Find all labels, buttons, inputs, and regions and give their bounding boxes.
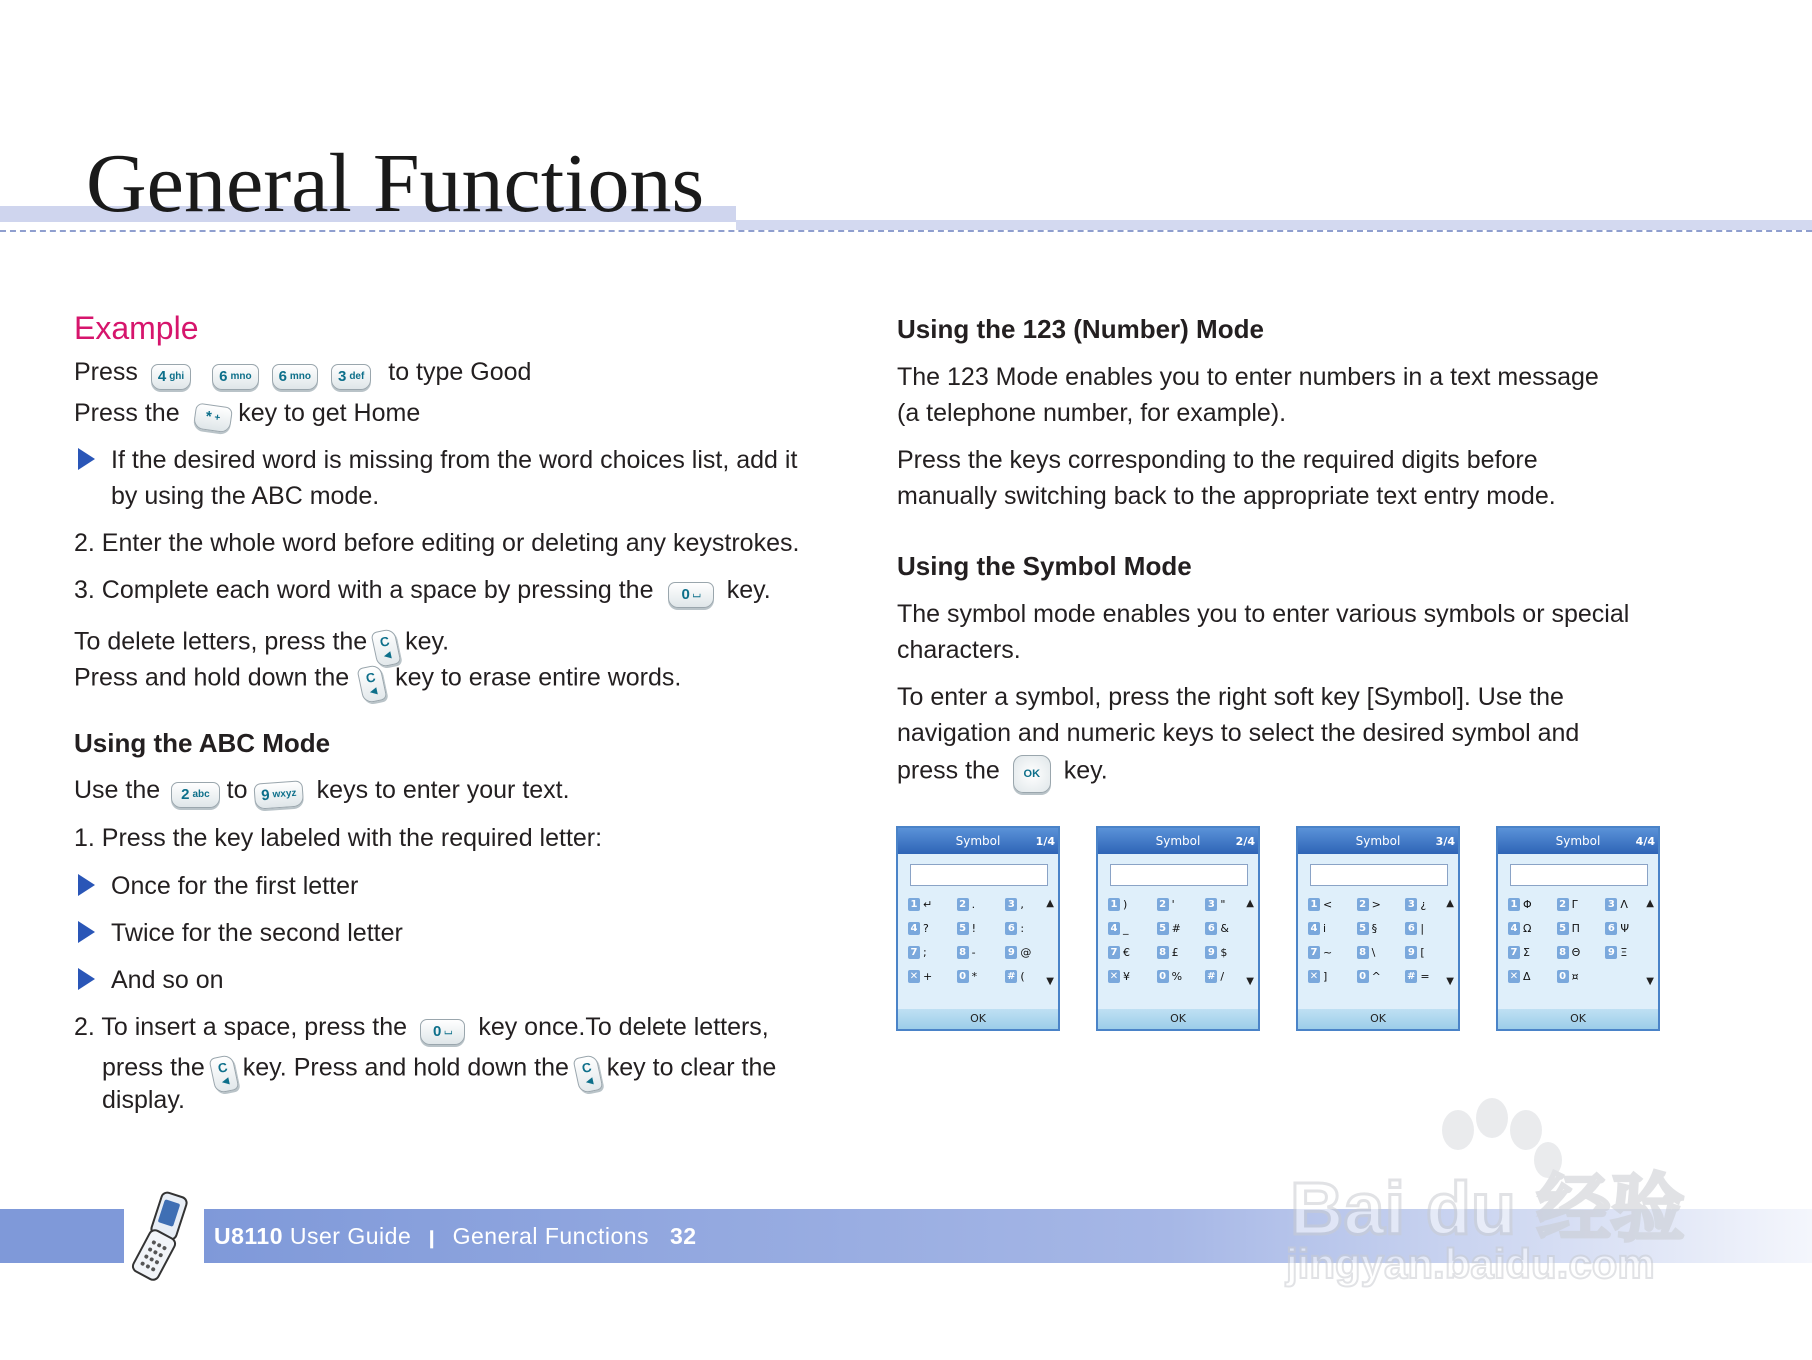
symbol-mode-heading: Using the Symbol Mode <box>897 551 1192 581</box>
screen-title: Symbol <box>1155 834 1201 848</box>
delete-letters-line: To delete letters, press the C ◂ key. <box>74 620 449 666</box>
footer-model: U8110 <box>214 1223 284 1249</box>
symbol-screen <box>1096 826 1260 1031</box>
scroll-down-icon: ▼ <box>1246 976 1254 987</box>
footer-separator: ❙ <box>424 1228 440 1248</box>
symbol-key-number: 7 <box>908 946 920 959</box>
symbol-key-number: 0 <box>1557 970 1569 983</box>
bullet-missing-line-2: by using the ABC mode. <box>111 482 380 510</box>
symbol-cell <box>957 896 1006 913</box>
symbol-char: Ψ <box>1620 922 1629 935</box>
symbol-cell <box>1108 896 1157 913</box>
symbol-cell <box>908 944 957 961</box>
symbol-cell <box>1557 944 1606 961</box>
symbol-key-number: 1 <box>908 898 920 911</box>
symbol-grid <box>1108 896 1254 985</box>
bullet-arrow-icon <box>78 448 95 475</box>
symbol-char: = <box>1420 970 1430 983</box>
symbol-key-number: 0 <box>1157 970 1169 983</box>
footer-guide: User Guide <box>289 1223 412 1249</box>
key-4-icon: 4 ghi <box>151 355 191 391</box>
footer-section: General Functions <box>452 1223 650 1249</box>
screen-header <box>1098 828 1258 854</box>
symbol-screen <box>1296 826 1460 1031</box>
symbol-key-number: 9 <box>1405 946 1417 959</box>
symbol-key-number: 0 <box>1357 970 1369 983</box>
symbol-char: ] <box>1323 970 1328 983</box>
symbol-key-number: 2 <box>1157 898 1169 911</box>
screen-page: 3/4 <box>1435 835 1455 848</box>
symbol-screen <box>1496 826 1660 1031</box>
footer-left-bar <box>0 1209 124 1263</box>
symbol-key-number: 1 <box>1508 898 1520 911</box>
symbol-char: § <box>1371 922 1378 935</box>
symbol-char: Φ <box>1523 898 1532 911</box>
symbol-char: Θ <box>1571 946 1581 959</box>
abc-step-2-line-1: 2. To insert a space, press the 0 ⌴ key once.To delete letters, <box>74 1009 769 1046</box>
symbol-cell <box>1605 920 1654 937</box>
symbol-char: ) <box>1123 898 1128 911</box>
symbol-key-number: 9 <box>1005 946 1017 959</box>
screen-softkey: OK <box>1498 1009 1658 1029</box>
symbol-char: ~ <box>1323 946 1333 959</box>
symbol-key-number: 0 <box>957 970 969 983</box>
symbol-cell <box>1557 920 1606 937</box>
screen-softkey: OK <box>898 1009 1058 1029</box>
scroll-down-icon: ▼ <box>1046 976 1054 987</box>
symbol-key-number: 1 <box>1308 898 1320 911</box>
hold-erase-line: Press and hold down the C ◂ key to erase entire words. <box>74 656 681 702</box>
number-mode-p2-line-2: manually switching back to the appropriate text entry mode. <box>897 482 1556 510</box>
symbol-cell <box>908 968 957 985</box>
symbol-key-number: 8 <box>957 946 969 959</box>
key-2-icon: 2 abc <box>171 773 220 809</box>
symbol-key-number: 2 <box>1357 898 1369 911</box>
key-0-icon: 0 ⌴ <box>420 1010 465 1046</box>
symbol-cell <box>1157 920 1206 937</box>
symbol-key-number: 5 <box>1157 922 1169 935</box>
symbol-key-number: 6 <box>1405 922 1417 935</box>
screen-title: Symbol <box>1355 834 1401 848</box>
number-mode-p2-line-1: Press the keys corresponding to the required digits before <box>897 446 1538 474</box>
abc-bullet-1: Once for the first letter <box>111 872 359 900</box>
symbol-key-number: 9 <box>1205 946 1217 959</box>
symbol-key-number: 8 <box>1357 946 1369 959</box>
symbol-key-number: 5 <box>1557 922 1569 935</box>
scroll-up-icon: ▲ <box>1446 898 1454 909</box>
symbol-key-number: 6 <box>1005 922 1017 935</box>
clear-key-icon: C ◂ <box>374 620 398 666</box>
symbol-cell <box>1308 944 1357 961</box>
symbol-key-number: 2 <box>1557 898 1569 911</box>
symbol-grid <box>1508 896 1654 985</box>
scroll-down-icon: ▼ <box>1446 976 1454 987</box>
symbol-char: £ <box>1171 946 1179 959</box>
symbol-char: Ω <box>1523 922 1532 935</box>
number-mode-heading: Using the 123 (Number) Mode <box>897 314 1264 344</box>
ok-key-icon: OK <box>1013 751 1051 793</box>
symbol-key-number: 1 <box>1108 898 1120 911</box>
symbol-key-number: ✕ <box>1309 971 1319 982</box>
symbol-cell <box>1157 944 1206 961</box>
abc-step-1: 1. Press the key labeled with the required letter: <box>74 824 603 852</box>
symbol-cell <box>1405 944 1454 961</box>
symbol-key-number: ✕ <box>909 971 919 982</box>
bullet-arrow-icon <box>78 968 95 995</box>
symbol-cell <box>1308 920 1357 937</box>
screen-header <box>1498 828 1658 854</box>
symbol-char: $ <box>1220 946 1228 959</box>
symbol-char: ¥ <box>1123 970 1130 983</box>
clear-key-icon: C ◂ <box>212 1046 236 1092</box>
title-rule <box>736 220 1812 230</box>
symbol-key-number: 2 <box>957 898 969 911</box>
screen-input <box>1310 864 1448 886</box>
symbol-char: ' <box>1171 898 1175 911</box>
watermark-url: jingyan.baidu.com <box>1286 1240 1655 1287</box>
symbol-key-number: 4 <box>1508 922 1520 935</box>
page-title: General Functions <box>86 137 705 230</box>
symbol-char: ? <box>923 922 929 935</box>
symbol-char: , <box>1020 898 1024 911</box>
bullet-arrow-icon <box>78 874 95 901</box>
symbol-char: ; <box>923 946 927 959</box>
bullet-arrow-icon <box>78 921 95 948</box>
symbol-cell <box>1405 920 1454 937</box>
symbol-cell <box>1605 944 1654 961</box>
symbol-char: / <box>1220 970 1225 983</box>
symbol-char: Γ <box>1571 898 1578 911</box>
clear-key-icon: C ◂ <box>576 1046 600 1092</box>
symbol-cell <box>1005 920 1054 937</box>
symbol-cell <box>1205 920 1254 937</box>
symbol-char: . <box>971 898 976 911</box>
abc-step-2-line-3: display. <box>102 1086 185 1114</box>
symbol-key-number: 3 <box>1205 898 1217 911</box>
symbol-cell <box>1508 920 1557 937</box>
number-mode-p1-line-1: The 123 Mode enables you to enter numbers in a text message <box>897 363 1599 391</box>
symbol-char: ! <box>971 922 977 935</box>
symbol-char: Δ <box>1523 970 1531 983</box>
example-line-1: Press 4 ghi 6 mno 6 mno 3 def to type Good <box>74 354 531 391</box>
screen-page: 4/4 <box>1635 835 1655 848</box>
screen-header <box>1298 828 1458 854</box>
symbol-cell <box>1508 896 1557 913</box>
screen-title: Symbol <box>1555 834 1601 848</box>
symbol-mode-p1-line-1: The symbol mode enables you to enter various symbols or special <box>897 600 1630 628</box>
symbol-cell <box>1108 920 1157 937</box>
symbol-key-number: ✕ <box>1109 971 1119 982</box>
screen-page: 1/4 <box>1035 835 1055 848</box>
symbol-cell <box>1157 896 1206 913</box>
screen-title: Symbol <box>955 834 1001 848</box>
symbol-cell <box>1508 968 1557 985</box>
symbol-mode-p1-line-2: characters. <box>897 636 1021 664</box>
symbol-cell <box>1308 968 1357 985</box>
symbol-key-number: # <box>1207 971 1216 982</box>
screen-softkey: OK <box>1098 1009 1258 1029</box>
symbol-char: Ξ <box>1620 946 1628 959</box>
symbol-mode-p2-line-1: To enter a symbol, press the right soft key [Symbol]. Use the <box>897 683 1564 711</box>
symbol-key-number: 7 <box>1108 946 1120 959</box>
symbol-cell <box>1357 944 1406 961</box>
key-9-icon: 9 wxyz <box>253 772 305 811</box>
symbol-char: # <box>1171 922 1181 935</box>
symbol-key-number: 9 <box>1605 946 1617 959</box>
symbol-char: & <box>1220 922 1229 935</box>
example-heading: Example <box>74 310 199 346</box>
scroll-up-icon: ▲ <box>1046 898 1054 909</box>
symbol-cell <box>1557 968 1606 985</box>
symbol-key-number: ✕ <box>1509 971 1519 982</box>
symbol-char: ( <box>1020 970 1025 983</box>
screen-input <box>910 864 1048 886</box>
symbol-cell <box>1157 968 1206 985</box>
screen-page: 2/4 <box>1235 835 1255 848</box>
screen-header <box>898 828 1058 854</box>
symbol-char: i <box>1323 922 1327 935</box>
symbol-char: € <box>1123 946 1130 959</box>
symbol-char: Λ <box>1620 898 1628 911</box>
symbol-key-number: 3 <box>1605 898 1617 911</box>
key-6-icon: 6 mno <box>212 355 258 391</box>
symbol-cell <box>957 968 1006 985</box>
symbol-cell <box>957 920 1006 937</box>
footer-text <box>214 1209 697 1263</box>
symbol-cell <box>1108 968 1157 985</box>
symbol-cell <box>1357 896 1406 913</box>
scroll-up-icon: ▲ <box>1646 898 1654 909</box>
bullet-missing-line-1: If the desired word is missing from the word choices list, add it <box>111 446 798 474</box>
symbol-char: " <box>1220 898 1226 911</box>
example-line-2: Press the * + key to get Home <box>74 395 420 432</box>
symbol-grid <box>908 896 1054 985</box>
key-3-icon: 3 def <box>331 355 371 391</box>
symbol-cell <box>1205 944 1254 961</box>
symbol-cell <box>1557 896 1606 913</box>
symbol-mode-p2-line-2: navigation and numeric keys to select the desired symbol and <box>897 719 1580 747</box>
symbol-screen <box>896 826 1060 1031</box>
symbol-key-number: # <box>1407 971 1416 982</box>
symbol-key-number: # <box>1007 971 1016 982</box>
symbol-mode-p2-line-3: press the OK key. <box>897 751 1108 793</box>
symbol-char: > <box>1371 898 1381 911</box>
symbol-char: [ <box>1420 946 1425 959</box>
symbol-char: Σ <box>1523 946 1530 959</box>
symbol-char: + <box>923 970 933 983</box>
symbol-key-number: 3 <box>1405 898 1417 911</box>
symbol-key-number: 4 <box>1108 922 1120 935</box>
key-star-icon: * + <box>192 394 233 435</box>
watermark-brand: Bai du 经验 <box>1290 1167 1685 1250</box>
symbol-grid <box>1308 896 1454 985</box>
step-3-complete-word: 3. Complete each word with a space by pressing the 0 ⌴ key. <box>74 572 771 609</box>
footer-page-number: 32 <box>669 1223 697 1249</box>
abc-bullet-3: And so on <box>111 966 224 994</box>
scroll-up-icon: ▲ <box>1246 898 1254 909</box>
symbol-key-number: 5 <box>1357 922 1369 935</box>
symbol-char: Π <box>1571 922 1580 935</box>
key-6-icon: 6 mno <box>272 355 318 391</box>
symbol-char: * <box>971 970 978 983</box>
scroll-down-icon: ▼ <box>1646 976 1654 987</box>
symbol-char: ¤ <box>1571 970 1579 983</box>
symbol-key-number: 8 <box>1557 946 1569 959</box>
symbol-char: _ <box>1123 922 1129 935</box>
symbol-key-number: 6 <box>1605 922 1617 935</box>
screen-softkey: OK <box>1298 1009 1458 1029</box>
symbol-char: ^ <box>1371 970 1381 983</box>
symbol-cell <box>1357 968 1406 985</box>
symbol-char: \ <box>1371 946 1376 959</box>
symbol-key-number: 4 <box>1308 922 1320 935</box>
screen-input <box>1110 864 1248 886</box>
number-mode-p1-line-2: (a telephone number, for example). <box>897 399 1287 427</box>
symbol-key-number: 7 <box>1308 946 1320 959</box>
symbol-char: | <box>1420 922 1425 935</box>
key-0-icon: 0 ⌴ <box>668 573 713 609</box>
symbol-char: ↵ <box>923 898 933 911</box>
symbol-key-number: 5 <box>957 922 969 935</box>
baidu-watermark <box>1280 1090 1720 1290</box>
symbol-char: % <box>1171 970 1183 983</box>
symbol-cell <box>1108 944 1157 961</box>
symbol-key-number: 4 <box>908 922 920 935</box>
symbol-cell <box>1308 896 1357 913</box>
abc-step-2-line-2: press the C ◂ key. Press and hold down the C ◂ key to clear the <box>102 1046 776 1092</box>
symbol-char: < <box>1323 898 1333 911</box>
symbol-char: ¿ <box>1420 898 1427 911</box>
symbol-cell <box>1005 944 1054 961</box>
symbol-char: - <box>971 946 976 959</box>
symbol-cell <box>1357 920 1406 937</box>
symbol-cell <box>908 896 957 913</box>
symbol-key-number: 6 <box>1205 922 1217 935</box>
abc-use-keys-line: Use the 2 abc to 9 wxyz keys to enter your text. <box>74 772 570 809</box>
symbol-key-number: 8 <box>1157 946 1169 959</box>
symbol-cell <box>1508 944 1557 961</box>
symbol-cell <box>908 920 957 937</box>
symbol-key-number: 7 <box>1508 946 1520 959</box>
phone-icon <box>126 1188 202 1284</box>
symbol-cell <box>957 944 1006 961</box>
symbol-char: @ <box>1020 946 1032 959</box>
symbol-char: : <box>1020 922 1025 935</box>
screen-input <box>1510 864 1648 886</box>
symbol-key-number: 3 <box>1005 898 1017 911</box>
abc-bullet-2: Twice for the second letter <box>111 919 403 947</box>
step-2-enter-word: 2. Enter the whole word before editing or deleting any keystrokes. <box>74 529 800 557</box>
title-dashed-line <box>0 230 1812 232</box>
clear-key-icon: C ◂ <box>360 656 384 702</box>
abc-mode-heading: Using the ABC Mode <box>74 728 331 758</box>
